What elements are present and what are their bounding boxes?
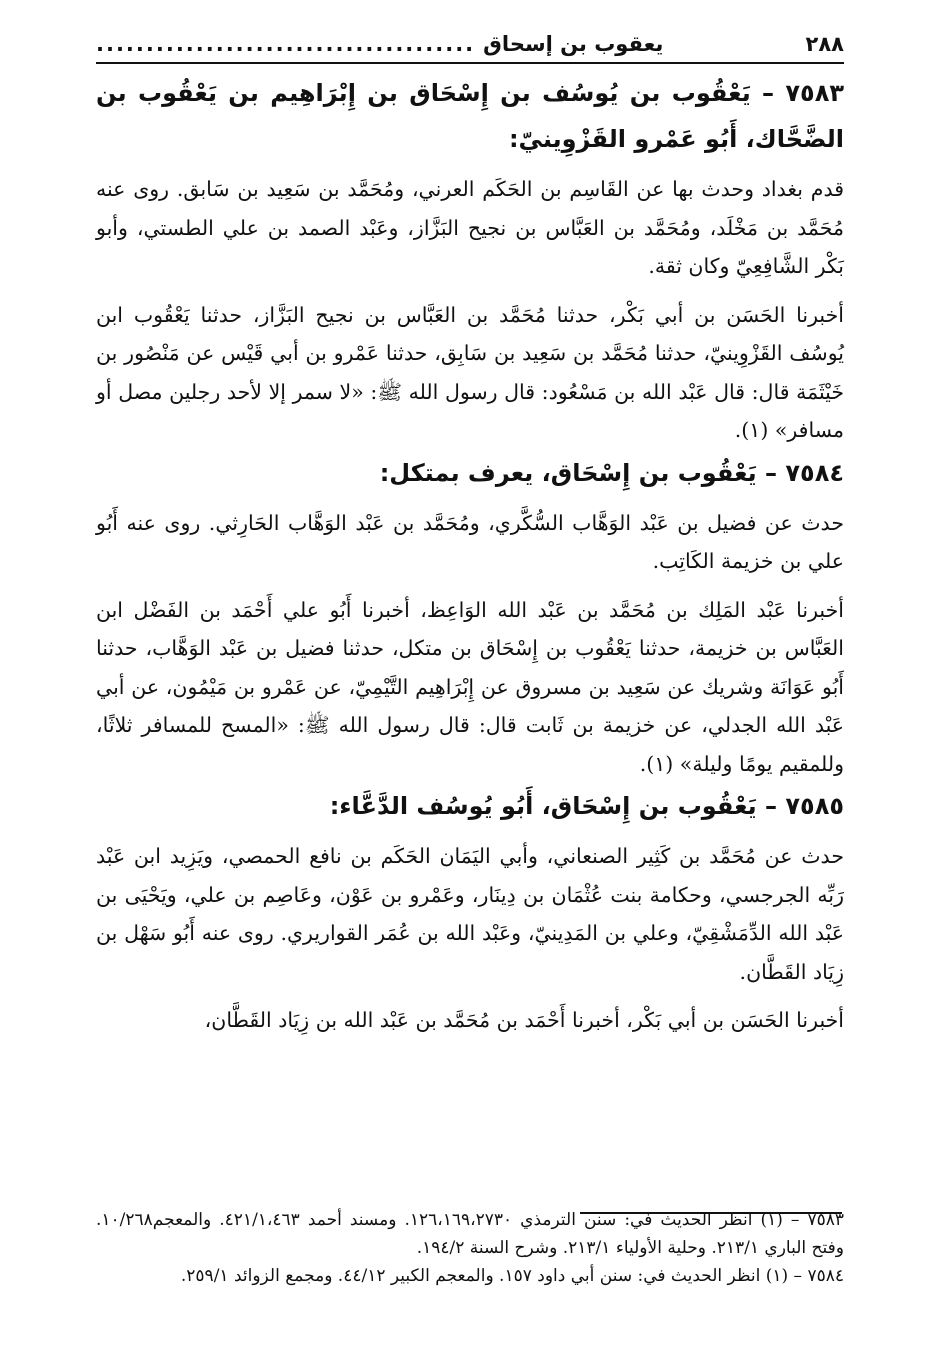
entry-paragraph: أخبرنا الحَسَن بن أبي بَكْر، أخبرنا أَحْمَد بن مُحَمَّد بن عَبْد الله بن زِيَاد القَطَّان، [204, 1008, 844, 1032]
entry-paragraph: حدث عن مُحَمَّد بن كَثِير الصنعاني، وأبي اليَمَان الحَكَم بن نافع الحمصي، ويَزِيد ابن عَبْد رَبِّه الجرجسي، وحكامة بنت عُثْمَان بن دِينَار، وعَمْرو بن عَوْن، وعَاصِم بن علي، ويَحْيَى بن عَبْد الله الدِّمَشْقِيّ، وعلي بن المَدِينيّ، وعَبْد الله بن عُمَر القواريري. روى عنه أَبُو سَهْل بن زِيَاد القَطَّان. [96, 844, 844, 984]
entry-paragraph: حدث عن فضيل بن عَبْد الوَهَّاب السُّكَّري، ومُحَمَّد بن عَبْد الوَهَّاب الحَارِثي. روى عنه أَبُو علي بن خزيمة الكَاتِب. [96, 510, 844, 573]
page-number: ٢٨٨ [805, 32, 844, 56]
leader-dots: ...................................... [96, 32, 476, 56]
footnotes [96, 1206, 844, 1290]
running-title: يعقوب بن إسحاق [483, 32, 664, 56]
entry-paragraph: قدم بغداد وحدث بها عن القَاسِم بن الحَكَم العرني، ومُحَمَّد بن سَعِيد بن سَابق. روى عنه مُحَمَّد بن مَخْلَد، ومُحَمَّد بن العَبَّاس بن نجيح البَزَّاز، وعَبْد الصمد بن علي الطستي، وأبو بَكْر الشَّافِعِيّ وكان ثقة. [96, 177, 844, 278]
running-head [96, 32, 663, 56]
footnote: ٧٥٨٣ – (١) انظر الحديث في: سنن الترمذي ١٢٦،١٦٩،٢٧٣٠. ومسند أحمد ٤٢١/١،٤٦٣. والمعجم١٠/٢٦٨. وفتح الباري ٢١٣/١. وحلية الأولياء ٢١٣/١. وشرح السنة ١٩٤/٢. [96, 1210, 844, 1258]
entry-title: ٧٥٨٣ – يَعْقُوب بن يُوسُف بن إِسْحَاق بن إِبْرَاهِيم بن يَعْقُوب بن الضَّحَّاك، أَبُو عَمْرو القَزْوِينيّ: [96, 79, 844, 153]
entry-paragraph: أخبرنا الحَسَن بن أبي بَكْر، حدثنا مُحَمَّد بن العَبَّاس بن نجيح البَزَّاز، حدثنا يَعْقُوب ابن يُوسُف القَزْوِينيّ، حدثنا مُحَمَّد بن سَعِيد بن سَابِق، حدثنا عَمْرو بن أبي قَيْس عن مَنْصُور بن خَيْثَمَة قال: قال عَبْد الله بن مَسْعُود: قال رسول الله ﷺ: «لا سمر إلا لأحد رجلين مصل أو مسافر» (١). [96, 302, 844, 442]
entry-paragraph: أخبرنا عَبْد المَلِك بن مُحَمَّد بن عَبْد الله الوَاعِظ، أخبرنا أَبُو علي أَحْمَد بن الفَضْل ابن العَبَّاس بن خزيمة، حدثنا يَعْقُوب بن إِسْحَاق بن متكل، حدثنا فضيل بن عَبْد الوَهَّاب، حدثنا أَبُو عَوَانَة وشريك عن سَعِيد بن مسروق عن إِبْرَاهِيم التَّيْمِيّ، عن عَمْرو بن مَيْمُون، عن أبي عَبْد الله الجدلي، عن خزيمة بن ثَابت قال: قال رسول الله ﷺ: «المسح للمسافر ثلاثًا، وللمقيم يومًا وليلة» (١). [96, 597, 844, 776]
page-header [96, 30, 844, 64]
footnote: ٧٥٨٤ – (١) انظر الحديث في: سنن أبي داود ١٥٧. والمعجم الكبير ٤٤/١٢. ومجمع الزوائد ٢٥٩/١. [180, 1266, 844, 1286]
entry-title: ٧٥٨٤ – يَعْقُوب بن إِسْحَاق، يعرف بمتكل: [379, 458, 844, 487]
entry-title: ٧٥٨٥ – يَعْقُوب بن إِسْحَاق، أَبُو يُوسُف الدَّعَّاء: [329, 792, 844, 820]
